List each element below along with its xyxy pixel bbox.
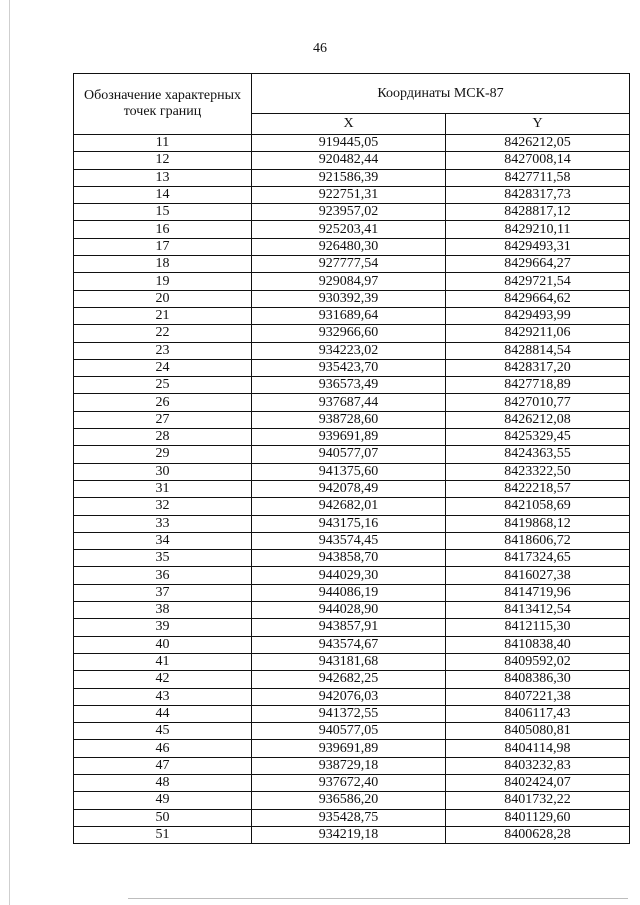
point-number-cell: 42 [74, 671, 252, 688]
table-row [74, 325, 630, 342]
point-number-cell: 23 [74, 342, 252, 359]
table-row [74, 671, 630, 688]
y-coordinate-cell: 8427010,77 [446, 394, 630, 411]
point-number-cell: 30 [74, 463, 252, 480]
table-row [74, 498, 630, 515]
table-row [74, 377, 630, 394]
y-coordinate-cell: 8428814,54 [446, 342, 630, 359]
x-coordinate-cell: 937672,40 [252, 774, 446, 791]
y-coordinate-cell: 8427711,58 [446, 169, 630, 186]
point-number-cell: 14 [74, 186, 252, 203]
x-coordinate-cell: 921586,39 [252, 169, 446, 186]
point-number-cell: 49 [74, 792, 252, 809]
header-x: X [252, 114, 446, 135]
point-number-cell: 18 [74, 256, 252, 273]
point-number-cell: 13 [74, 169, 252, 186]
y-coordinate-cell: 8402424,07 [446, 774, 630, 791]
x-coordinate-cell: 943574,45 [252, 532, 446, 549]
point-number-cell: 31 [74, 480, 252, 497]
x-coordinate-cell: 920482,44 [252, 152, 446, 169]
x-coordinate-cell: 932966,60 [252, 325, 446, 342]
y-coordinate-cell: 8428317,20 [446, 359, 630, 376]
point-number-cell: 25 [74, 377, 252, 394]
point-number-cell: 37 [74, 584, 252, 601]
x-coordinate-cell: 940577,05 [252, 723, 446, 740]
point-number-cell: 27 [74, 411, 252, 428]
x-coordinate-cell: 942076,03 [252, 688, 446, 705]
y-coordinate-cell: 8427008,14 [446, 152, 630, 169]
y-coordinate-cell: 8429211,06 [446, 325, 630, 342]
point-number-cell: 39 [74, 619, 252, 636]
table-row [74, 394, 630, 411]
y-coordinate-cell: 8428817,12 [446, 204, 630, 221]
x-coordinate-cell: 941375,60 [252, 463, 446, 480]
x-coordinate-cell: 922751,31 [252, 186, 446, 203]
y-coordinate-cell: 8419868,12 [446, 515, 630, 532]
table-row [74, 463, 630, 480]
x-coordinate-cell: 944028,90 [252, 602, 446, 619]
table-row [74, 290, 630, 307]
point-number-cell: 28 [74, 429, 252, 446]
y-coordinate-cell: 8404114,98 [446, 740, 630, 757]
point-number-cell: 46 [74, 740, 252, 757]
point-number-cell: 50 [74, 809, 252, 826]
table-row [74, 532, 630, 549]
point-number-cell: 41 [74, 653, 252, 670]
table-row [74, 740, 630, 757]
table-row [74, 135, 630, 152]
table-row [74, 307, 630, 324]
y-coordinate-cell: 8403232,83 [446, 757, 630, 774]
x-coordinate-cell: 931689,64 [252, 307, 446, 324]
point-number-cell: 51 [74, 826, 252, 843]
point-number-cell: 47 [74, 757, 252, 774]
x-coordinate-cell: 934223,02 [252, 342, 446, 359]
point-number-cell: 11 [74, 135, 252, 152]
x-coordinate-cell: 935423,70 [252, 359, 446, 376]
table-row [74, 636, 630, 653]
y-coordinate-cell: 8418606,72 [446, 532, 630, 549]
y-coordinate-cell: 8429664,27 [446, 256, 630, 273]
table-row [74, 774, 630, 791]
x-coordinate-cell: 944029,30 [252, 567, 446, 584]
table-row [74, 273, 630, 290]
y-coordinate-cell: 8408386,30 [446, 671, 630, 688]
y-coordinate-cell: 8413412,54 [446, 602, 630, 619]
table-row [74, 480, 630, 497]
y-coordinate-cell: 8423322,50 [446, 463, 630, 480]
y-coordinate-cell: 8429493,99 [446, 307, 630, 324]
y-coordinate-cell: 8428317,73 [446, 186, 630, 203]
y-coordinate-cell: 8401129,60 [446, 809, 630, 826]
y-coordinate-cell: 8422218,57 [446, 480, 630, 497]
x-coordinate-cell: 936573,49 [252, 377, 446, 394]
y-coordinate-cell: 8416027,38 [446, 567, 630, 584]
table-row [74, 256, 630, 273]
point-number-cell: 38 [74, 602, 252, 619]
table-row [74, 515, 630, 532]
scan-edge-bottom [128, 898, 628, 899]
y-coordinate-cell: 8400628,28 [446, 826, 630, 843]
x-coordinate-cell: 943175,16 [252, 515, 446, 532]
point-number-cell: 43 [74, 688, 252, 705]
y-coordinate-cell: 8429721,54 [446, 273, 630, 290]
y-coordinate-cell: 8426212,05 [446, 135, 630, 152]
table-body [74, 135, 630, 844]
point-number-cell: 34 [74, 532, 252, 549]
point-number-cell: 26 [74, 394, 252, 411]
x-coordinate-cell: 935428,75 [252, 809, 446, 826]
y-coordinate-cell: 8427718,89 [446, 377, 630, 394]
table-row [74, 411, 630, 428]
table-row [74, 550, 630, 567]
x-coordinate-cell: 923957,02 [252, 204, 446, 221]
header-point-designation: Обозначение характерных точек границ [74, 74, 252, 135]
y-coordinate-cell: 8414719,96 [446, 584, 630, 601]
table-row [74, 342, 630, 359]
table-row [74, 238, 630, 255]
table-row [74, 619, 630, 636]
x-coordinate-cell: 930392,39 [252, 290, 446, 307]
point-number-cell: 19 [74, 273, 252, 290]
x-coordinate-cell: 939691,89 [252, 429, 446, 446]
page-number: 46 [313, 41, 327, 56]
x-coordinate-cell: 936586,20 [252, 792, 446, 809]
table-row [74, 602, 630, 619]
point-number-cell: 48 [74, 774, 252, 791]
point-number-cell: 29 [74, 446, 252, 463]
header-coordinates: Координаты МСК-87 [252, 74, 630, 114]
table-row [74, 152, 630, 169]
point-number-cell: 33 [74, 515, 252, 532]
y-coordinate-cell: 8424363,55 [446, 446, 630, 463]
x-coordinate-cell: 943858,70 [252, 550, 446, 567]
table-row [74, 653, 630, 670]
table-row [74, 705, 630, 722]
x-coordinate-cell: 940577,07 [252, 446, 446, 463]
y-coordinate-cell: 8417324,65 [446, 550, 630, 567]
point-number-cell: 40 [74, 636, 252, 653]
y-coordinate-cell: 8429664,62 [446, 290, 630, 307]
point-number-cell: 21 [74, 307, 252, 324]
x-coordinate-cell: 942682,01 [252, 498, 446, 515]
point-number-cell: 36 [74, 567, 252, 584]
table-row [74, 446, 630, 463]
y-coordinate-cell: 8409592,02 [446, 653, 630, 670]
x-coordinate-cell: 937687,44 [252, 394, 446, 411]
table-row [74, 723, 630, 740]
y-coordinate-cell: 8429493,31 [446, 238, 630, 255]
table-row [74, 688, 630, 705]
table-row [74, 792, 630, 809]
y-coordinate-cell: 8412115,30 [446, 619, 630, 636]
point-number-cell: 15 [74, 204, 252, 221]
table-row [74, 429, 630, 446]
x-coordinate-cell: 938729,18 [252, 757, 446, 774]
point-number-cell: 17 [74, 238, 252, 255]
table-row [74, 204, 630, 221]
header-y: Y [446, 114, 630, 135]
y-coordinate-cell: 8401732,22 [446, 792, 630, 809]
point-number-cell: 44 [74, 705, 252, 722]
x-coordinate-cell: 919445,05 [252, 135, 446, 152]
y-coordinate-cell: 8405080,81 [446, 723, 630, 740]
x-coordinate-cell: 929084,97 [252, 273, 446, 290]
x-coordinate-cell: 938728,60 [252, 411, 446, 428]
table-row [74, 826, 630, 843]
y-coordinate-cell: 8429210,11 [446, 221, 630, 238]
scan-edge-left [9, 0, 10, 905]
x-coordinate-cell: 939691,89 [252, 740, 446, 757]
point-number-cell: 35 [74, 550, 252, 567]
point-number-cell: 20 [74, 290, 252, 307]
x-coordinate-cell: 925203,41 [252, 221, 446, 238]
table-row [74, 567, 630, 584]
x-coordinate-cell: 942682,25 [252, 671, 446, 688]
x-coordinate-cell: 943574,67 [252, 636, 446, 653]
x-coordinate-cell: 944086,19 [252, 584, 446, 601]
table-row [74, 359, 630, 376]
y-coordinate-cell: 8406117,43 [446, 705, 630, 722]
table-row [74, 584, 630, 601]
point-number-cell: 16 [74, 221, 252, 238]
point-number-cell: 24 [74, 359, 252, 376]
x-coordinate-cell: 926480,30 [252, 238, 446, 255]
coordinates-table [73, 73, 630, 844]
point-number-cell: 22 [74, 325, 252, 342]
x-coordinate-cell: 934219,18 [252, 826, 446, 843]
point-number-cell: 45 [74, 723, 252, 740]
x-coordinate-cell: 942078,49 [252, 480, 446, 497]
table-row [74, 186, 630, 203]
y-coordinate-cell: 8425329,45 [446, 429, 630, 446]
x-coordinate-cell: 941372,55 [252, 705, 446, 722]
x-coordinate-cell: 943181,68 [252, 653, 446, 670]
y-coordinate-cell: 8426212,08 [446, 411, 630, 428]
table-row [74, 757, 630, 774]
table-row [74, 221, 630, 238]
table-row [74, 809, 630, 826]
x-coordinate-cell: 927777,54 [252, 256, 446, 273]
point-number-cell: 12 [74, 152, 252, 169]
y-coordinate-cell: 8410838,40 [446, 636, 630, 653]
x-coordinate-cell: 943857,91 [252, 619, 446, 636]
y-coordinate-cell: 8421058,69 [446, 498, 630, 515]
point-number-cell: 32 [74, 498, 252, 515]
table-row [74, 169, 630, 186]
y-coordinate-cell: 8407221,38 [446, 688, 630, 705]
